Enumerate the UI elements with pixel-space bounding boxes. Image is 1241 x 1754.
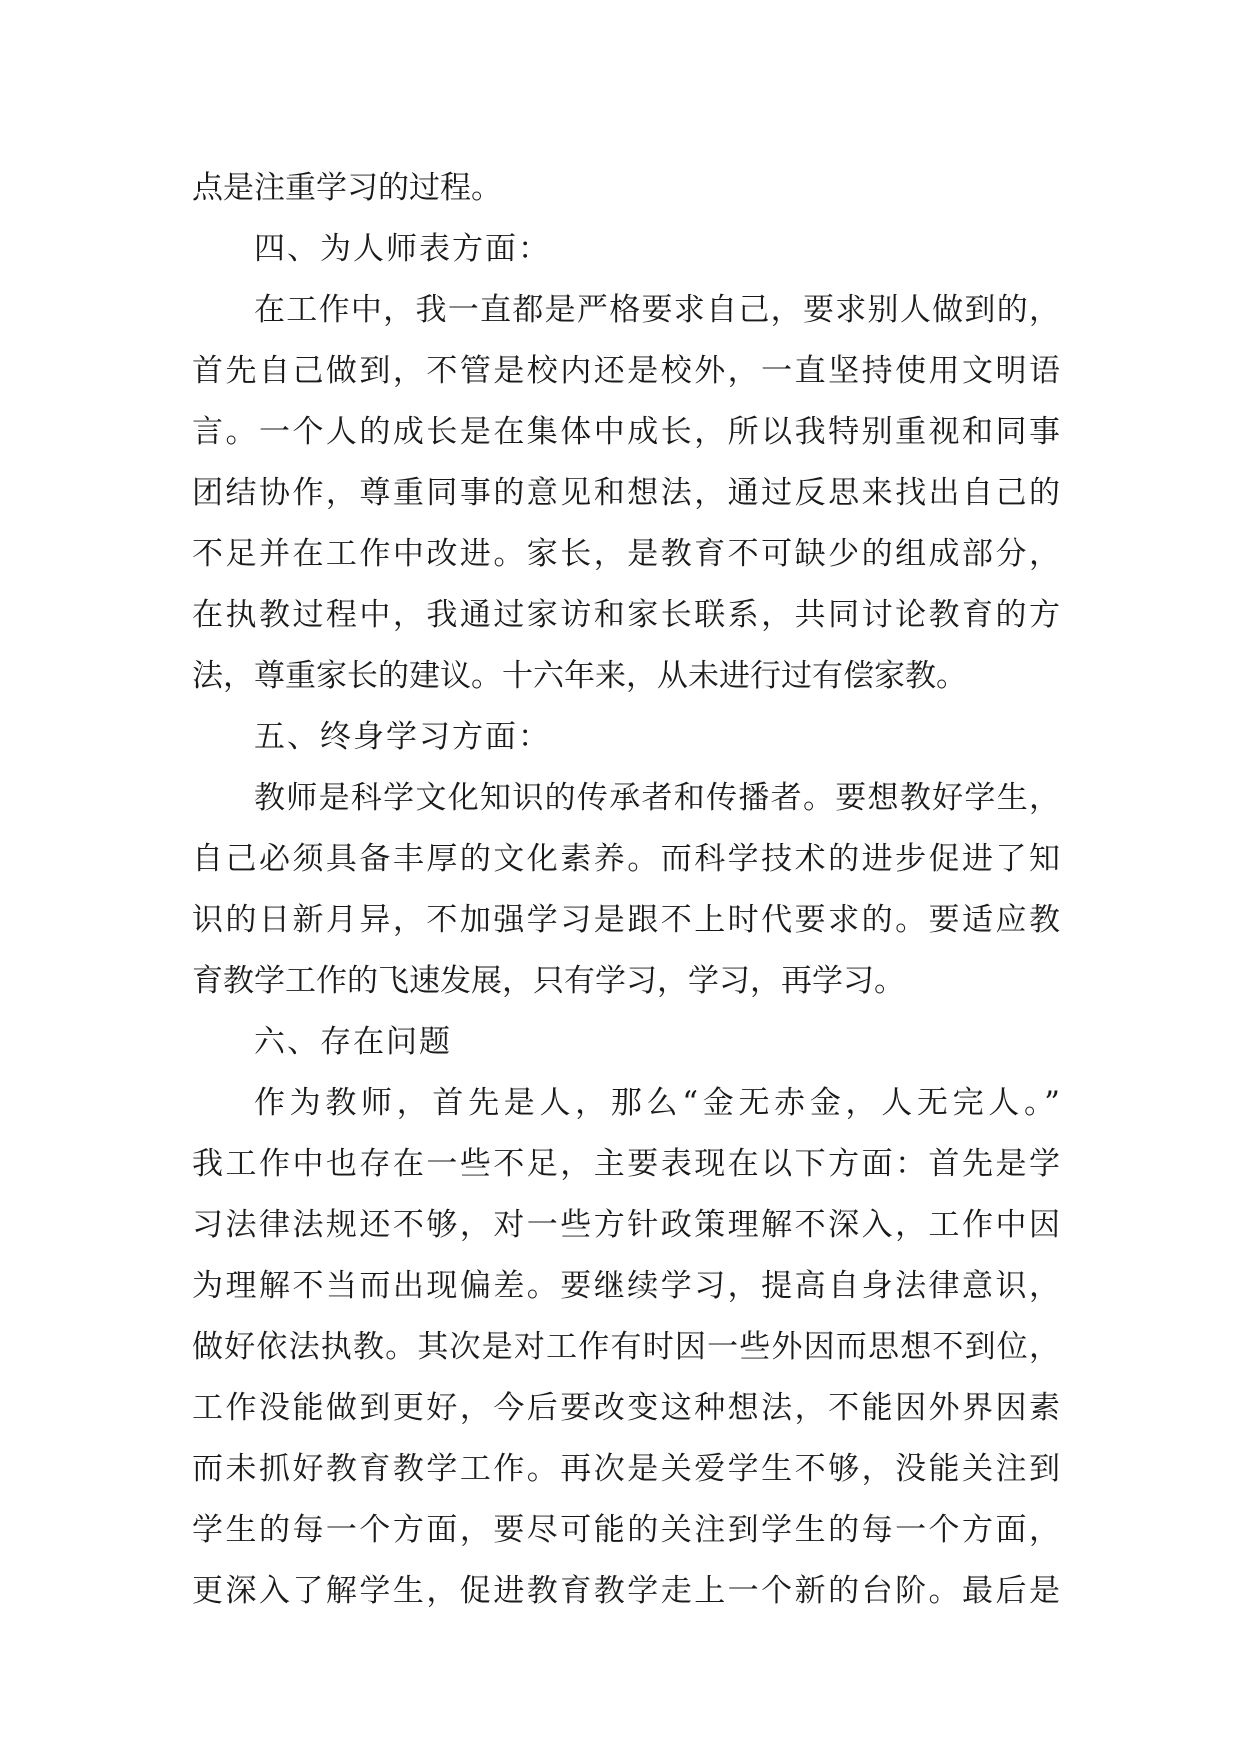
paragraph-line: 识的日新月异，不加强学习是跟不上时代要求的。要适应教 (192, 902, 1060, 938)
paragraph-line: 首先自己做到，不管是校内还是校外，一直坚持使用文明语 (192, 353, 1060, 389)
paragraph-line: 言。一个人的成长是在集体中成长，所以我特别重视和同事 (192, 414, 1060, 450)
paragraph-line: 在执教过程中，我通过家访和家长联系，共同讨论教育的方 (192, 597, 1060, 633)
paragraph-line: 而未抓好教育教学工作。再次是关爱学生不够，没能关注到 (192, 1451, 1060, 1487)
paragraph-line: 点是注重学习的过程。 (192, 170, 502, 206)
paragraph-line: 不足并在工作中改进。家长，是教育不可缺少的组成部分， (192, 536, 1060, 572)
paragraph-line: 习法律法规还不够，对一些方针政策理解不深入，工作中因 (192, 1207, 1060, 1243)
section-heading-5: 五、终身学习方面： (254, 719, 551, 755)
paragraph-line: 自己必须具备丰厚的文化素养。而科学技术的进步促进了知 (192, 841, 1060, 877)
body-text (192, 158, 1060, 1622)
paragraph-line: 法，尊重家长的建议。十六年来，从未进行过有偿家教。 (192, 658, 967, 694)
section-heading-6: 六、存在问题 (254, 1024, 452, 1060)
paragraph-line: 更深入了解学生，促进教育教学走上一个新的台阶。最后是 (192, 1573, 1060, 1609)
paragraph-line: 教师是科学文化知识的传承者和传播者。要想教好学生， (254, 780, 1060, 816)
paragraph-line: 为理解不当而出现偏差。要继续学习，提高自身法律意识， (192, 1268, 1060, 1304)
paragraph-line: 作为教师，首先是人，那么“金无赤金，人无完人。” (254, 1085, 1060, 1121)
section-heading-4: 四、为人师表方面： (254, 231, 551, 267)
paragraph-line: 在工作中，我一直都是严格要求自己，要求别人做到的， (254, 292, 1060, 328)
paragraph-line: 做好依法执教。其次是对工作有时因一些外因而思想不到位， (192, 1329, 1060, 1365)
paragraph-line: 团结协作，尊重同事的意见和想法，通过反思来找出自己的 (192, 475, 1060, 511)
paragraph-line: 我工作中也存在一些不足，主要表现在以下方面：首先是学 (192, 1146, 1060, 1182)
paragraph-line: 工作没能做到更好，今后要改变这种想法，不能因外界因素 (192, 1390, 1060, 1426)
paragraph-line: 学生的每一个方面，要尽可能的关注到学生的每一个方面， (192, 1512, 1060, 1548)
paragraph-line: 育教学工作的飞速发展，只有学习，学习，再学习。 (192, 963, 905, 999)
